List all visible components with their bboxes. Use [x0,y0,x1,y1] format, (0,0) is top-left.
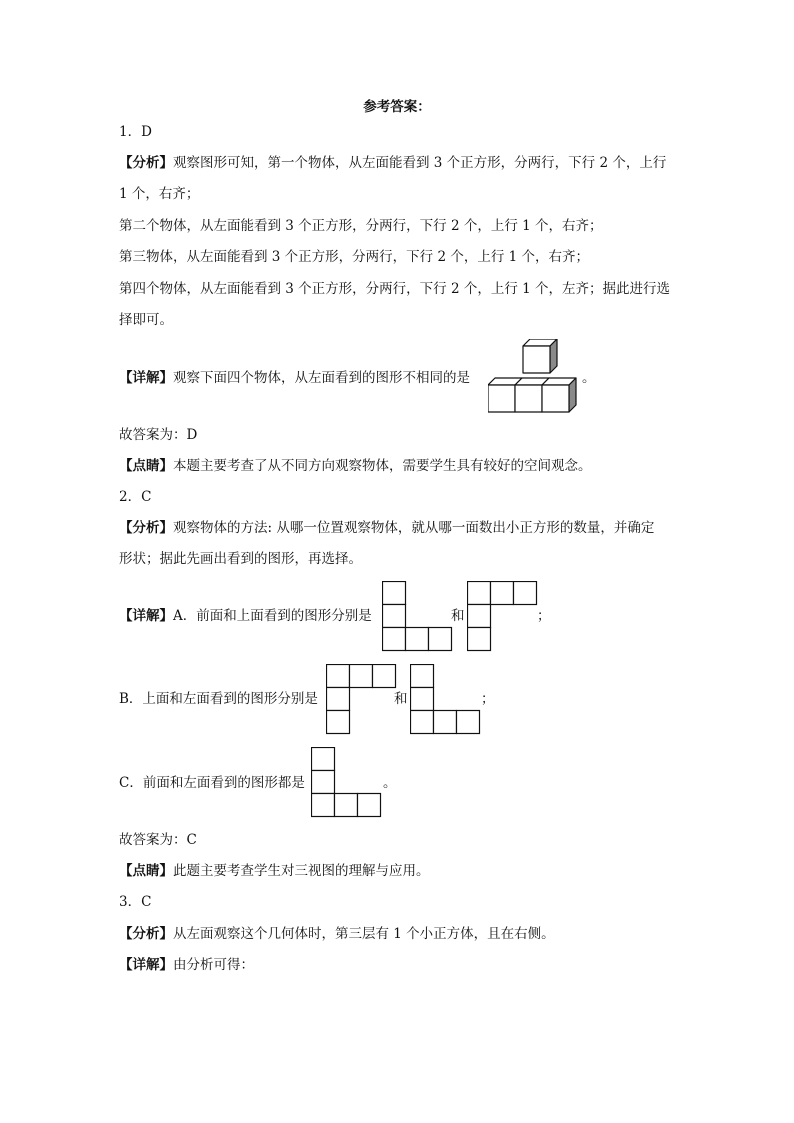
q3-number: 3．C [119,894,152,910]
q1-analysis-line-2: 1 个，右齐； [119,186,200,202]
page-title: 参考答案： [363,99,431,115]
q2-option-a-line [119,606,372,626]
q2-option-c-end: 。 [383,775,397,791]
q1-analysis-line-4: 第三物体，从左面能看到 3 个正方形，分两行，下行 2 个，上行 1 个，右齐； [119,249,590,265]
q2-option-b-end: ； [481,691,495,707]
q3-detail-tag: 【详解】 [119,957,173,973]
q1-detail-line [119,368,470,388]
q1-analysis-tag: 【分析】 [119,155,173,171]
q1-detail-text: 观察下面四个物体，从左面看到的图形不相同的是 [173,370,470,386]
q2-option-a-end: ； [537,608,551,624]
q1-comment-text: 本题主要考查了从不同方向观察物体，需要学生具有较好的空间观念。 [173,458,592,474]
q1-analysis-line-6: 择即可。 [119,312,173,328]
q2-comment-tag: 【点睛】 [119,863,173,879]
q2-option-a-and: 和 [451,608,465,624]
q2-option-c-text: C．前面和左面看到的图形都是 [119,775,305,791]
q2-analysis-text-1: 观察物体的方法: 从哪一位置观察物体，就从哪一面数出小正方形的数量，并确定 [173,520,655,536]
q3-analysis-tag: 【分析】 [119,926,173,942]
q1-detail-tag: 【详解】 [119,370,173,386]
q2-analysis-line-1 [119,518,654,538]
q3-detail-line [119,955,254,975]
q2-answer: 故答案为：C [119,832,197,848]
q3-detail-text: 由分析可得： [173,957,254,973]
q2-c-front-left-view [311,747,382,818]
q2-option-b-and: 和 [394,691,408,707]
q1-analysis-text-1: 观察图形可知，第一个物体，从左面能看到 3 个正方形，分两行，下行 2 个，上行 [173,155,667,171]
q1-answer: 故答案为：D [119,427,198,443]
q2-option-a-text: A．前面和上面看到的图形分别是 [173,608,372,624]
q1-comment-tag: 【点睛】 [119,458,173,474]
q2-number: 2．C [119,489,152,505]
q1-analysis-line-1 [119,153,666,173]
q1-analysis-line-3: 第二个物体，从左面能看到 3 个正方形，分两行，下行 2 个，上行 1 个，右齐； [119,218,603,234]
q2-comment-text: 此题主要考查学生对三视图的理解与应用。 [173,863,430,879]
q2-b-left-view [410,664,481,735]
q2-option-b-text: B．上面和左面看到的图形分别是 [119,691,318,707]
q2-analysis-line-2: 形状；据此先画出看到的图形，再选择。 [119,551,362,567]
q1-analysis-line-5: 第四个物体，从左面能看到 3 个正方形，分两行，下行 2 个，上行 1 个，左齐；据此进行选 [119,281,671,297]
q2-analysis-tag: 【分析】 [119,520,173,536]
q3-analysis-line [119,924,555,944]
q3-analysis-text: 从左面观察这个几何体时，第三层有 1 个小正方体，且在右侧。 [173,926,555,942]
q1-number: 1．D [119,124,152,140]
q1-cube-figure [488,339,578,415]
q2-comment-line [119,861,430,881]
q2-a-top-view [467,581,538,652]
q2-a-front-view [382,581,453,652]
q1-detail-end: 。 [582,370,596,386]
q2-detail-tag: 【详解】 [119,608,173,624]
q1-comment-line [119,456,592,476]
q2-b-top-view [326,664,397,735]
